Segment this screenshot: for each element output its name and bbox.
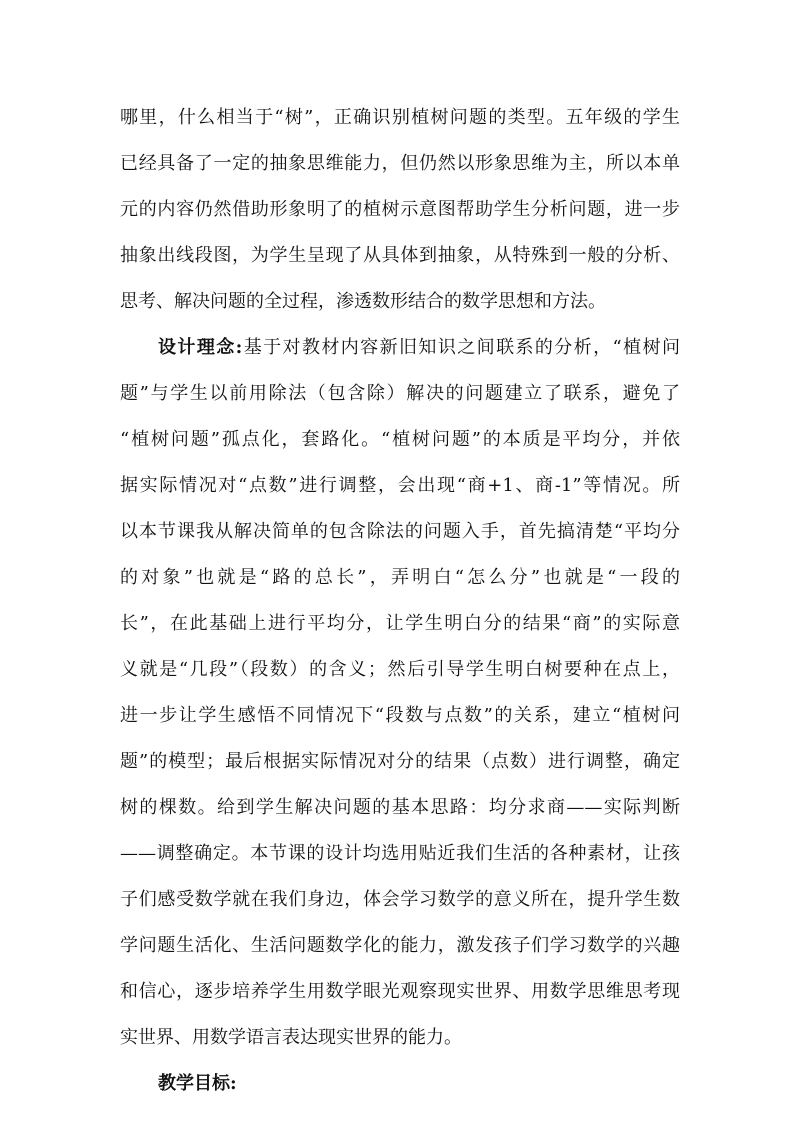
- paragraph2-line-7: 长”，在此基础上进行平均分，让学生明白分的结果“商”的实际意: [120, 613, 680, 634]
- paragraph2-line-6: 的对象”也就是“路的总长”，弄明白“怎么分”也就是“一段的: [120, 567, 680, 588]
- paragraph2-line-11: 树的棵数。给到学生解决问题的基本思路：均分求商——实际判断: [120, 797, 680, 818]
- paragraph2-line-9: 进一步让学生感悟不同情况下“段数与点数”的关系，建立“植树问: [120, 705, 680, 726]
- paragraph2-line-12: ——调整确定。本节课的设计均选用贴近我们生活的各种素材，让孩: [120, 843, 680, 864]
- paragraph2-first-line: [158, 333, 680, 363]
- paragraph2-first-line-text: 基于对教材内容新旧知识之间联系的分析，“植树问: [242, 337, 680, 358]
- teaching-goals-heading: 教学目标:: [158, 1073, 237, 1094]
- paragraph1-line-5: 思考、解决问题的全过程，渗透数形结合的数学思想和方法。: [120, 291, 606, 312]
- paragraph2-line-3: “植树问题”孤点化，套路化。“植树问题”的本质是平均分，并依: [120, 429, 680, 450]
- paragraph2-line-5: 以本节课我从解决简单的包含除法的问题入手，首先搞清楚“平均分: [120, 521, 680, 542]
- paragraph1-line-3: 元的内容仍然借助形象明了的植树示意图帮助学生分析问题，进一步: [120, 199, 680, 220]
- paragraph2-line-16: 实世界、用数学语言表达现实世界的能力。: [120, 1027, 462, 1048]
- paragraph1-line-2: 已经具备了一定的抽象思维能力，但仍然以形象思维为主，所以本单: [120, 153, 680, 174]
- paragraph1-line-1: 哪里，什么相当于“树”，正确识别植树问题的类型。五年级的学生: [120, 107, 680, 128]
- paragraph1-line-4: 抽象出线段图，为学生呈现了从具体到抽象，从特殊到一般的分析、: [120, 245, 680, 266]
- paragraph2-line-10: 题”的模型；最后根据实际情况对分的结果（点数）进行调整，确定: [120, 751, 680, 772]
- paragraph2-line-13: 子们感受数学就在我们身边，体会学习数学的意义所在，提升学生数: [120, 889, 680, 910]
- paragraph2-line-14: 学问题生活化、生活问题数学化的能力，激发孩子们学习数学的兴趣: [120, 935, 680, 956]
- paragraph2-line-15: 和信心，逐步培养学生用数学眼光观察现实世界、用数学思维思考现: [120, 981, 680, 1002]
- design-concept-heading: 设计理念:: [158, 337, 243, 358]
- paragraph2-line-4: 据实际情况对“点数”进行调整，会出现“商+1、商-1”等情况。所: [120, 475, 680, 496]
- paragraph2-line-2: 题”与学生以前用除法（包含除）解决的问题建立了联系，避免了: [120, 383, 680, 404]
- paragraph2-line-8: 义就是“几段”（段数）的含义；然后引导学生明白树要种在点上，: [120, 659, 680, 680]
